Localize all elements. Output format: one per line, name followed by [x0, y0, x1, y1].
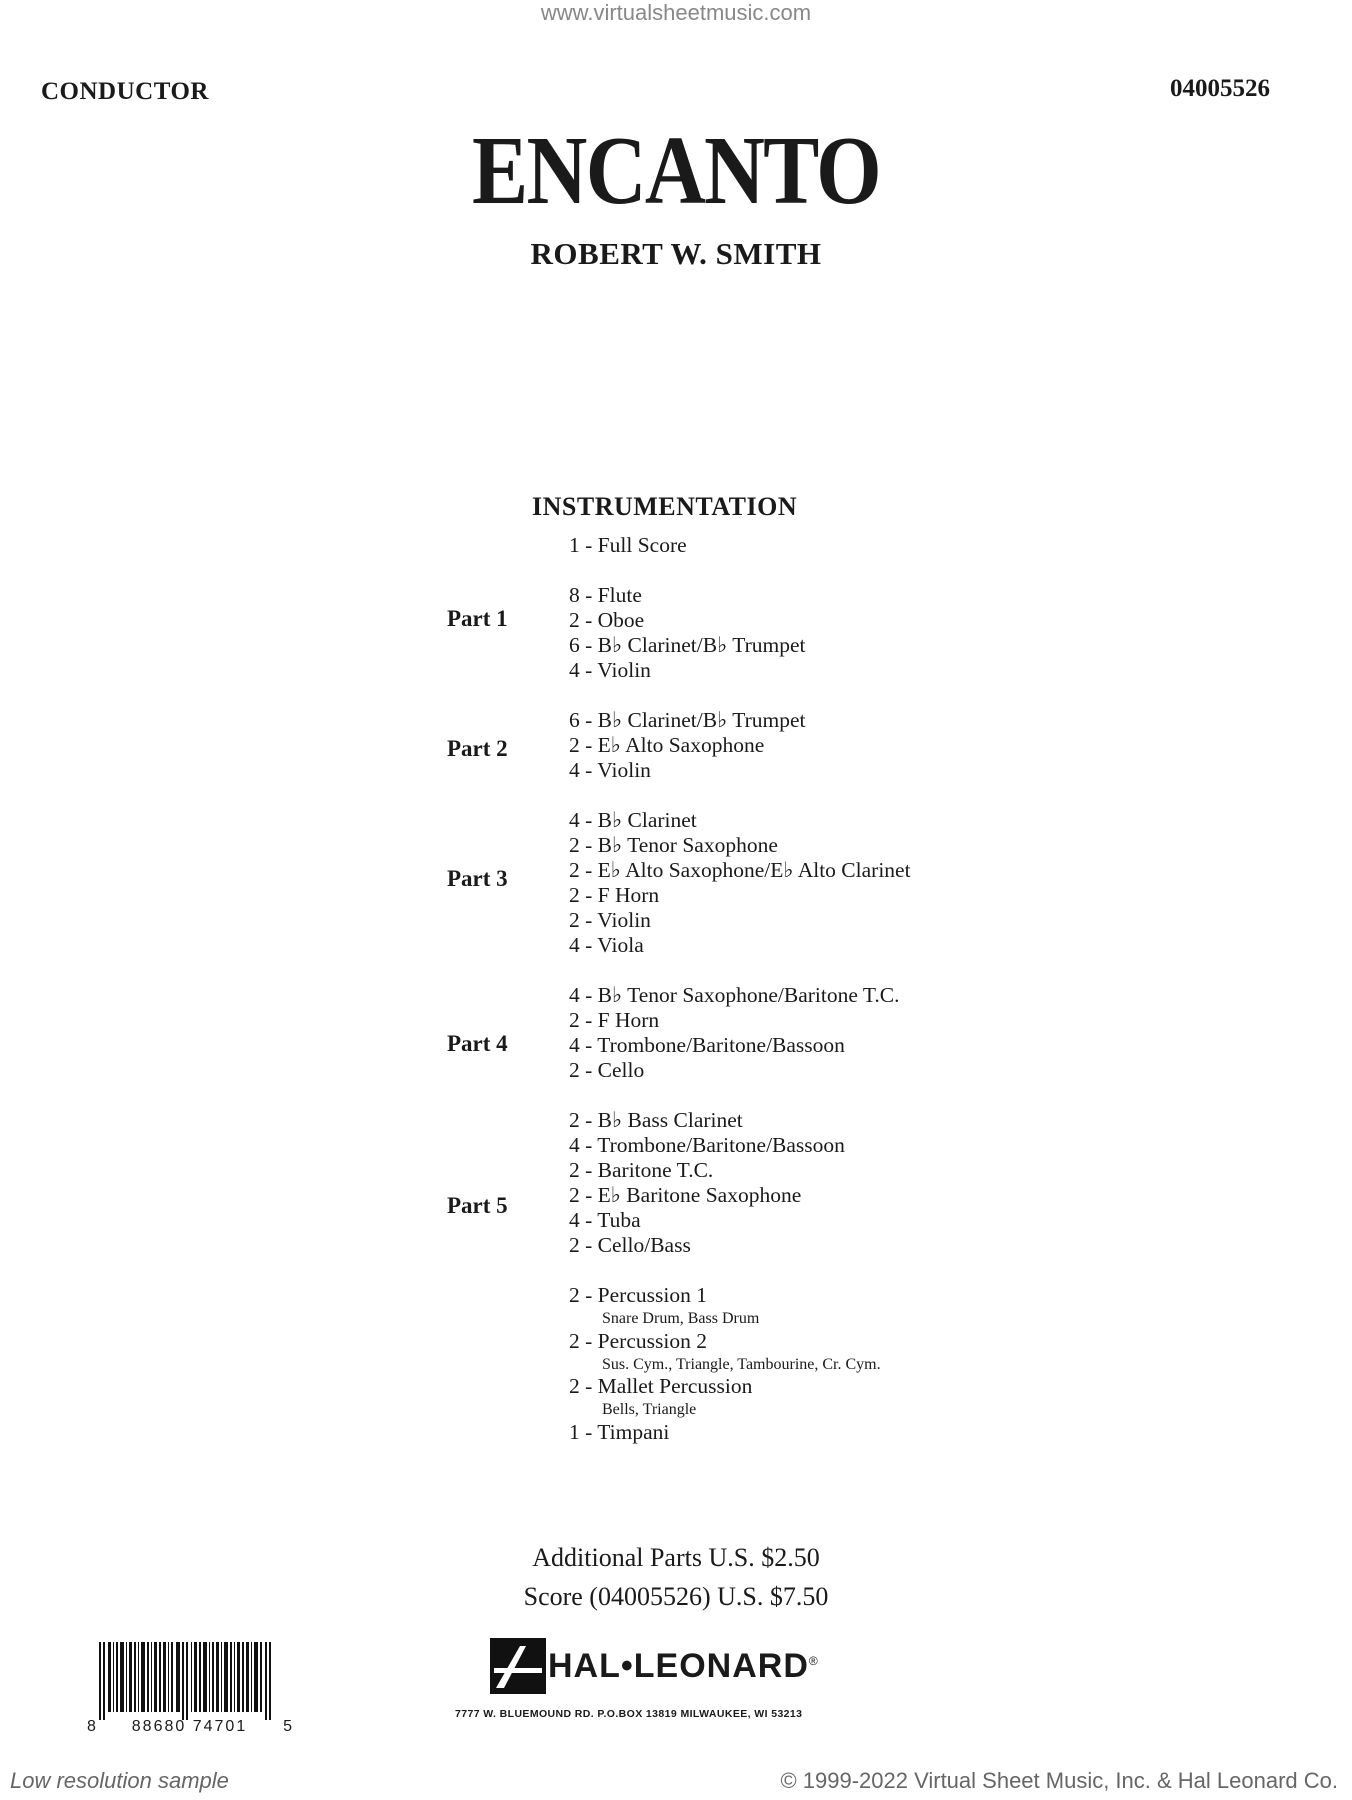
list-item: 6 - B♭ Clarinet/B♭ Trumpet	[569, 708, 806, 732]
hal-leonard-emblem-icon	[490, 1638, 546, 1694]
part-label: Part 1	[447, 606, 508, 631]
price-additional: Additional Parts U.S. $2.50	[532, 1543, 820, 1572]
page-title: ENCANTO	[472, 117, 880, 225]
part-label: Part 2	[447, 736, 508, 761]
list-item: 4 - Trombone/Baritone/Bassoon	[569, 1033, 845, 1057]
composer-name: ROBERT W. SMITH	[530, 236, 822, 271]
price-score: Score (04005526) U.S. $7.50	[523, 1582, 829, 1611]
publisher-address: 7777 W. BLUEMOUND RD. P.O.BOX 13819 MILWAUKEE, WI 53213	[455, 1708, 803, 1720]
list-item: 4 - Viola	[569, 933, 644, 957]
list-item: 2 - Mallet Percussion	[569, 1374, 753, 1398]
list-item: 2 - Cello/Bass	[569, 1233, 691, 1257]
part-label: Part 5	[447, 1193, 508, 1218]
list-item: 4 - Violin	[569, 758, 651, 782]
barcode-digit-first: 8	[87, 1718, 96, 1735]
list-item: 2 - Violin	[569, 908, 651, 932]
list-item: 2 - F Horn	[569, 1008, 660, 1032]
list-item: 4 - B♭ Clarinet	[569, 808, 697, 832]
list-item: 2 - B♭ Bass Clarinet	[569, 1108, 743, 1132]
list-item: 6 - B♭ Clarinet/B♭ Trumpet	[569, 633, 806, 657]
list-item-detail: Bells, Triangle	[602, 1401, 697, 1418]
barcode-digit-last: 5	[283, 1718, 292, 1735]
list-item: 2 - Percussion 1	[569, 1283, 707, 1307]
publisher-logo	[490, 1638, 818, 1694]
list-item: 4 - B♭ Tenor Saxophone/Baritone T.C.	[569, 983, 900, 1007]
list-item: 2 - Oboe	[569, 608, 645, 632]
publisher-name: HAL•LEONARD	[548, 1646, 809, 1685]
barcode-digits	[87, 1718, 292, 1736]
list-item: 4 - Violin	[569, 658, 651, 682]
trademark-symbol: ®	[808, 1654, 818, 1668]
watermark-url: www.virtualsheetmusic.com	[540, 0, 812, 25]
list-item: 8 - Flute	[569, 583, 642, 607]
part-label: Part 3	[447, 866, 508, 891]
list-item: 1 - Full Score	[569, 533, 687, 557]
list-item: 2 - Percussion 2	[569, 1329, 707, 1353]
catalog-number: 04005526	[1170, 75, 1270, 102]
list-item: 2 - Baritone T.C.	[569, 1158, 714, 1182]
part-label: Part 4	[447, 1031, 508, 1056]
list-item-detail: Snare Drum, Bass Drum	[602, 1310, 760, 1327]
header-label: CONDUCTOR	[41, 78, 209, 105]
barcode	[87, 1642, 287, 1720]
list-item: 2 - E♭ Baritone Saxophone	[569, 1183, 802, 1207]
list-item: 2 - Cello	[569, 1058, 645, 1082]
list-item: 2 - E♭ Alto Saxophone/E♭ Alto Clarinet	[569, 858, 911, 882]
list-item: 2 - B♭ Tenor Saxophone	[569, 833, 778, 857]
list-item: 4 - Tuba	[569, 1208, 641, 1232]
instrumentation-heading: INSTRUMENTATION	[532, 492, 798, 521]
low-resolution-notice: Low resolution sample	[10, 1768, 229, 1793]
barcode-digits-middle: 88680 74701	[131, 1718, 248, 1735]
copyright-notice: © 1999-2022 Virtual Sheet Music, Inc. & Hal Leonard Co.	[780, 1768, 1338, 1793]
list-item: 4 - Trombone/Baritone/Bassoon	[569, 1133, 845, 1157]
list-item: 1 - Timpani	[569, 1420, 670, 1444]
list-item: 2 - F Horn	[569, 883, 660, 907]
list-item-detail: Sus. Cym., Triangle, Tambourine, Cr. Cym.	[602, 1356, 881, 1373]
list-item: 2 - E♭ Alto Saxophone	[569, 733, 765, 757]
